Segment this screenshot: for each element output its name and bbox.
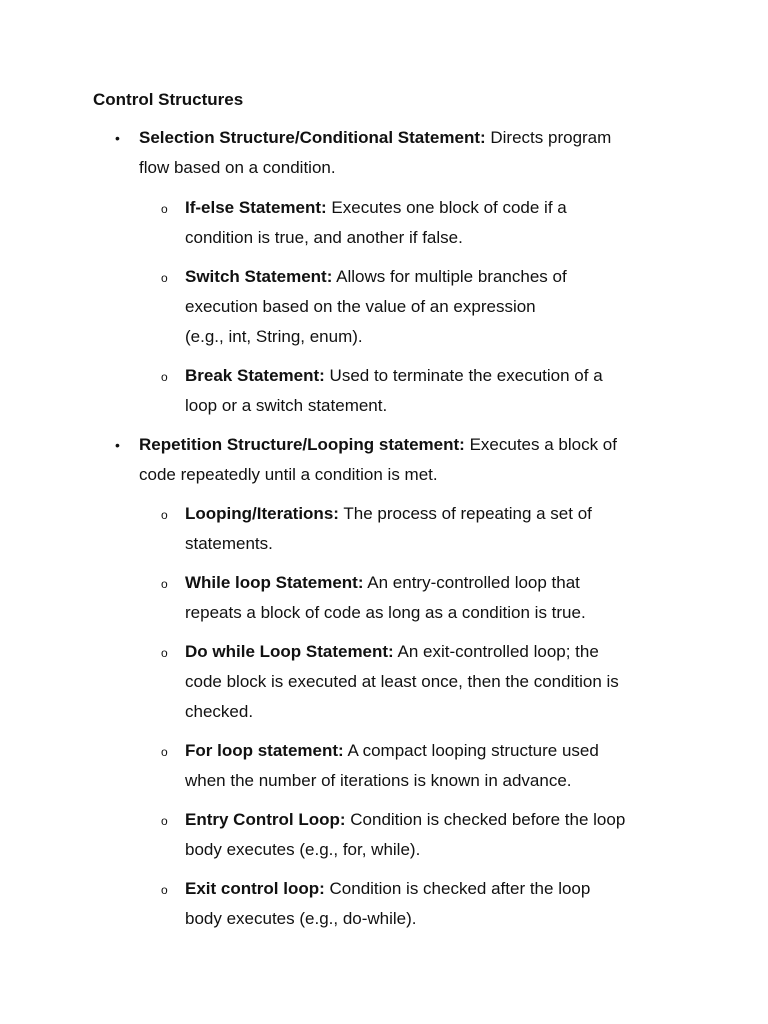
circle-bullet-icon: o — [161, 508, 168, 522]
circle-bullet-icon: o — [161, 370, 168, 384]
description: A compact looping structure used — [343, 741, 599, 760]
description: The process of repeating a set of — [338, 504, 592, 523]
list-item-repetition — [115, 430, 679, 490]
list-item-looping — [161, 499, 685, 559]
circle-bullet-icon: o — [161, 271, 168, 285]
list-item-for — [161, 736, 685, 796]
list-item-do-while — [161, 637, 685, 727]
description: repeats a block of code as long as a condition is true. — [185, 603, 586, 622]
circle-bullet-icon: o — [161, 814, 168, 828]
bullet-icon: • — [115, 130, 120, 146]
term: Repetition Structure/Looping statement: — [139, 435, 465, 454]
description: Condition is checked before the loop — [345, 810, 626, 829]
description: Used to terminate the execution of a — [324, 366, 603, 385]
description: when the number of iterations is known in advance. — [185, 771, 572, 790]
term: Selection Structure/Conditional Statement: — [139, 128, 486, 147]
description: code block is executed at least once, then the condition is — [185, 672, 619, 691]
page-title: Control Structures — [93, 90, 244, 109]
circle-bullet-icon: o — [161, 745, 168, 759]
description: checked. — [185, 702, 254, 721]
term: If-else Statement: — [185, 198, 327, 217]
circle-bullet-icon: o — [161, 577, 168, 591]
term: Switch Statement: — [185, 267, 333, 286]
circle-bullet-icon: o — [161, 883, 168, 897]
description: Executes one block of code if a — [326, 198, 567, 217]
term: Exit control loop: — [185, 879, 325, 898]
term: Do while Loop Statement: — [185, 642, 394, 661]
description: code repeatedly until a condition is met. — [139, 465, 438, 484]
circle-bullet-icon: o — [161, 202, 168, 216]
list-item-entry-control — [161, 805, 685, 865]
list-item-if-else — [161, 193, 685, 253]
term: While loop Statement: — [185, 573, 364, 592]
circle-bullet-icon: o — [161, 646, 168, 660]
description: Allows for multiple branches of — [332, 267, 567, 286]
description: execution based on the value of an expression — [185, 297, 536, 316]
list-item-exit-control — [161, 874, 685, 934]
list-item-break — [161, 361, 685, 421]
term: For loop statement: — [185, 741, 344, 760]
term: Break Statement: — [185, 366, 325, 385]
description: body executes (e.g., for, while). — [185, 840, 421, 859]
description: Condition is checked after the loop — [324, 879, 591, 898]
description: An exit-controlled loop; the — [393, 642, 599, 661]
description: An entry-controlled loop that — [363, 573, 580, 592]
description: condition is true, and another if false. — [185, 228, 463, 247]
bullet-icon: • — [115, 437, 120, 453]
description: body executes (e.g., do-while). — [185, 909, 417, 928]
list-item-selection — [115, 123, 679, 183]
description: Directs program — [485, 128, 612, 147]
description: (e.g., int, String, enum). — [185, 327, 363, 346]
description: loop or a switch statement. — [185, 396, 388, 415]
term: Entry Control Loop: — [185, 810, 346, 829]
list-item-switch — [161, 262, 685, 352]
description: flow based on a condition. — [139, 158, 336, 177]
description: statements. — [185, 534, 273, 553]
term: Looping/Iterations: — [185, 504, 339, 523]
list-item-while — [161, 568, 685, 628]
description: Executes a block of — [464, 435, 617, 454]
